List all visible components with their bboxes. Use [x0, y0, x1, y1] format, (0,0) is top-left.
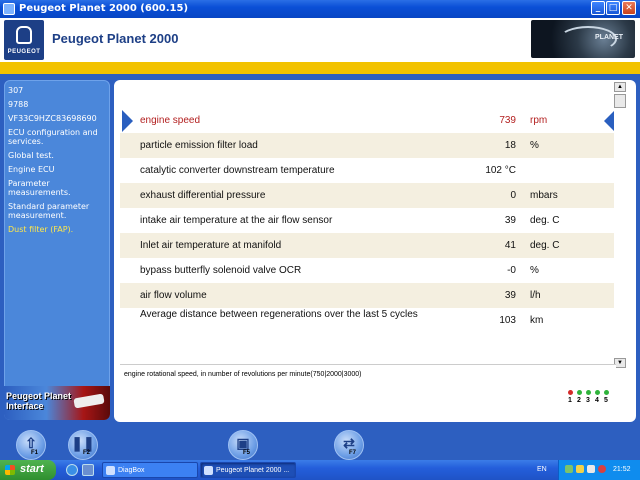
page-number: 2: [577, 397, 581, 404]
lion-icon: [16, 26, 32, 44]
parameter-unit: l/h: [530, 290, 541, 301]
taskbar-item-peugeot-planet[interactable]: [200, 462, 296, 478]
sidebar-item[interactable]: Dust filter (FAP).: [8, 225, 74, 234]
table-row[interactable]: [120, 183, 616, 208]
diagbox-icon: [106, 466, 115, 475]
parameter-name: exhaust differential pressure: [140, 190, 266, 201]
peugeot-planet-interface-logo: [4, 386, 110, 420]
sidebar-item[interactable]: VF33C9HZC83698690: [8, 114, 97, 123]
scroll-up-button[interactable]: ▲: [614, 82, 626, 92]
yellow-band: [0, 62, 640, 74]
brand-label: PEUGEOT: [7, 49, 41, 55]
page-number: 1: [568, 397, 572, 404]
sidebar-item[interactable]: Parameter measurements.: [8, 179, 71, 197]
page-3[interactable]: [584, 390, 592, 404]
scroll-thumb[interactable]: [614, 94, 626, 108]
sidebar-list: [8, 86, 110, 239]
parameter-unit: deg. C: [530, 240, 560, 251]
function-key-label: F7: [349, 450, 357, 456]
parameter-unit: deg. C: [530, 215, 560, 226]
banner-text: PLANET: [595, 34, 623, 41]
function-key-label: F1: [31, 450, 39, 456]
parameter-name: bypass butterfly solenoid valve OCR: [140, 265, 302, 276]
page-dot-icon: [604, 390, 609, 395]
parameter-description: engine rotational speed, in number of revolutions per minute(750|2000|3000): [124, 371, 362, 378]
page-4[interactable]: [593, 390, 601, 404]
f7-button[interactable]: [334, 430, 364, 460]
tray-network-icon[interactable]: [565, 465, 573, 473]
tray-alert-icon[interactable]: [598, 465, 606, 473]
interface-logo-text: Peugeot Planet Interface: [6, 391, 72, 411]
parameter-unit: %: [530, 265, 539, 276]
table-scrollbar[interactable]: [614, 82, 626, 368]
taskbar-item-diagbox[interactable]: [102, 462, 198, 478]
taskbar-item-label: Peugeot Planet 2000 ...: [216, 467, 290, 474]
parameter-value: 41: [504, 240, 516, 251]
page-1[interactable]: [566, 390, 574, 404]
graph-icon: ⇄: [343, 435, 355, 451]
parameter-unit: km: [530, 315, 544, 326]
sidebar-item[interactable]: Engine ECU: [8, 165, 55, 174]
arrow-up-icon: ⇧: [25, 435, 37, 451]
table-row[interactable]: [120, 133, 616, 158]
peugeot-logo: [4, 20, 44, 60]
minimize-button[interactable]: _: [591, 1, 605, 15]
parameter-name: air flow volume: [140, 290, 207, 301]
taskbar-item-label: DiagBox: [118, 467, 145, 474]
selection-arrow-left-icon: [122, 110, 133, 132]
sidebar-item[interactable]: ECU configuration and services.: [8, 128, 98, 146]
save-icon: ▣: [236, 435, 250, 451]
title-bar[interactable]: [0, 0, 640, 18]
windows-flag-icon: [5, 465, 15, 475]
table-row[interactable]: [120, 283, 616, 308]
app-name: Peugeot Planet 2000: [52, 31, 179, 46]
page-dot-icon: [586, 390, 591, 395]
taskbar: [0, 460, 640, 480]
page-number: 4: [595, 397, 599, 404]
navigation-sidebar: [4, 80, 110, 420]
table-row[interactable]: [120, 158, 616, 183]
parameter-name: engine speed: [140, 115, 201, 126]
parameter-unit: %: [530, 140, 539, 151]
parameter-unit: rpm: [530, 115, 548, 126]
table-row[interactable]: [120, 258, 616, 283]
internet-explorer-icon[interactable]: [66, 464, 78, 476]
function-key-label: F5: [243, 450, 251, 456]
parameter-value: 103: [499, 315, 516, 326]
page-number: 3: [586, 397, 590, 404]
parameter-name: particle emission filter load: [140, 140, 258, 151]
taskbar-clock: 21:52: [613, 466, 631, 473]
tray-volume-icon[interactable]: [587, 465, 595, 473]
parameter-description-box: [120, 364, 616, 418]
planet-banner-image: [531, 20, 635, 58]
scroll-down-button[interactable]: ▼: [614, 358, 626, 368]
table-row[interactable]: [120, 233, 616, 258]
sidebar-item[interactable]: Standard parameter measurement.: [8, 202, 90, 220]
window-title: Peugeot Planet 2000 (600.15): [19, 3, 189, 14]
table-row[interactable]: [120, 308, 616, 333]
system-tray: [558, 460, 640, 480]
page-dot-icon: [577, 390, 582, 395]
parameters-table: [120, 108, 616, 362]
page-number: 5: [604, 397, 608, 404]
app-header: [0, 18, 640, 62]
start-label: start: [20, 463, 44, 475]
sidebar-item[interactable]: Global test.: [8, 151, 54, 160]
parameter-value: 39: [504, 290, 516, 301]
page-dot-icon: [595, 390, 600, 395]
parameter-value: 739: [499, 115, 516, 126]
tray-security-icon[interactable]: [576, 465, 584, 473]
parameter-name: Average distance between regenerations over the last 5 cycles: [140, 309, 418, 320]
peugeot-planet-icon: [204, 466, 213, 475]
page-dot-icon: [568, 390, 573, 395]
show-desktop-icon[interactable]: [82, 464, 94, 476]
f5-button[interactable]: [228, 430, 258, 460]
app-icon: [3, 3, 15, 15]
parameter-unit: mbars: [530, 190, 558, 201]
table-row[interactable]: [120, 208, 616, 233]
parameter-name: catalytic converter downstream temperature: [140, 165, 335, 176]
function-key-label: F2: [83, 450, 91, 456]
close-button[interactable]: ✕: [622, 1, 636, 15]
function-key-toolbar: [4, 426, 636, 460]
parameter-name: Inlet air temperature at manifold: [140, 240, 282, 251]
parameter-value: -0: [507, 265, 516, 276]
sidebar-item[interactable]: 307: [8, 86, 24, 95]
maximize-button[interactable]: □: [606, 1, 620, 15]
parameter-value: 18: [504, 140, 516, 151]
start-button[interactable]: [0, 460, 56, 480]
pause-icon: ❚❚: [71, 435, 95, 451]
parameter-name: intake air temperature at the air flow sensor: [140, 215, 333, 226]
language-indicator[interactable]: EN: [537, 466, 547, 473]
parameter-value: 102 °C: [485, 165, 516, 176]
f2-button[interactable]: [68, 430, 98, 460]
page-2[interactable]: [575, 390, 583, 404]
parameter-value: 0: [510, 190, 516, 201]
page-5[interactable]: [602, 390, 610, 404]
sidebar-item[interactable]: 9788: [8, 100, 29, 109]
parameter-value: 39: [504, 215, 516, 226]
table-row-selected[interactable]: [120, 108, 616, 133]
f1-button[interactable]: [16, 430, 46, 460]
